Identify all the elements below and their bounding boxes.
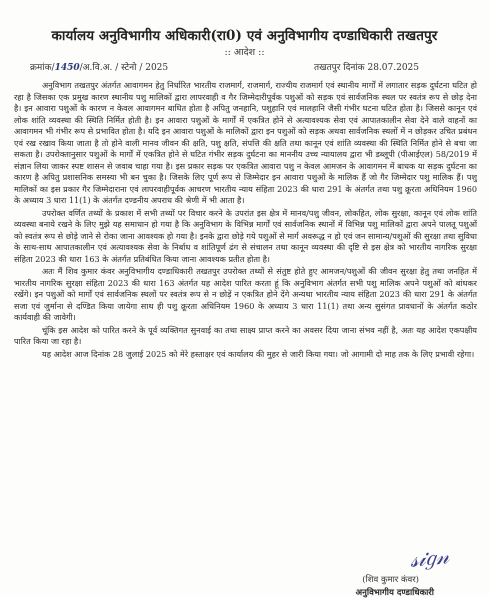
date-label: तखतपुर दिनांक: [313, 63, 365, 73]
reference-number: [30, 60, 168, 73]
paragraph-2: उपरोक्त वर्णित तथ्यों के प्रकाश में सभी तथ्यों पर विचार करने के उपरांत इस क्षेत्र में मानव/पशु जीवन, लोकहित, लोक सुरक्षा, कानून एवं लोक शांति व्यवस्था बनाये रखने के लिए मुझे यह समाधान हो गया है कि अनुविभाग के विभिन्न मार्गों एवं सार्वजनिक स्थानों में विभिन्न पशु मालिकों द्वारा अपने पालतू पशुओं को स्वतंत्र रूप से छोड़े जाने से रोका जाना आवश्यक हो गया है। इनके द्वारा छोड़े गये पशुओं से मार्ग अवरूद्ध न हो एवं जन सामान्य/पशुओं की सुरक्षा तथा सुविधा के साथ-साथ आपातकालीन एवं अत्यावश्यक सेवा के निर्बाध व शांतिपूर्ण ढंग से संचालन तथा कानून व्यवस्था की दृष्टि से इस क्षेत्र को भारतीय नागरिक सुरक्षा संहिता 2023 की धारा 163 के अंतर्गत प्रतिबंधित किया जाना आवश्यक प्रतीत होता है।: [14, 207, 477, 264]
reference-prefix: क्रमांक/: [30, 63, 55, 73]
reference-suffix: /अ.वि.अ. / स्टेनो / 2025: [79, 63, 169, 73]
order-body: [14, 80, 477, 361]
paragraph-3: अतः मैं शिव कुमार कंवर अनुविभागीय दण्डाधिकारी तखतपुर उपरोक्त तथ्यों से संतुष्ट होते हुए आमजन/पशुओं की जीवन सुरक्षा हेतु तथा जनहित में भारतीय नागरिक सुरक्षा संहिता 2023 की धारा 163 अंतर्गत यह आदेश पारित करता हूं कि अनुविभाग अंतर्गत सभी पशु मालिक अपने पशुओं को बांधकर रखेंगे। इन पशुओं को मार्गों एवं सार्वजनिक स्थलों पर स्वतंत्र रूप से न छोड़ें न एकत्रित होने देंगे अन्यथा भारतीय न्याय संहिता 2023 की धारा 291 के अंतर्गत सजा एवं जुर्माना से दण्डित किया जायेगा साथ ही पशु क्रूरता अधिनियम 1960 के अध्याय 3 धारा 11(1) तथा अन्य सुसंगत प्रावधानों के अंतर्गत कठोर कार्यवाही की जावेगी।: [14, 266, 477, 322]
order-heading: :: आदेश ::: [224, 47, 265, 58]
paragraph-4: चूंकि इस आदेश को पारित करने के पूर्व व्यक्तिगत सुनवाई का तथा साक्ष्य प्राप्त करने का अवसर दिया जाना संभव नहीं है, अतः यह आदेश एकपक्षीय पारित किया जा रहा है।: [14, 324, 477, 346]
handwritten-signature: 𝓈𝒾𝑔𝓃: [408, 544, 451, 573]
paragraph-5: यह आदेश आज दिनांक 28 जुलाई 2025 को मेरे हस्ताक्षर एवं कार्यालय की मुहर से जारी किया गया। जो आगामी दो माह तक के लिए प्रभावी रहेगा।: [42, 348, 475, 359]
signatory-designation: अनुविभागीय दण्डाधिकारी: [355, 588, 434, 598]
signatory-name: (शिव कुमार कंवर): [362, 575, 419, 585]
reference-date: [314, 60, 419, 73]
office-title: कार्यालय अनुविभागीय अधिकारी(रा0) एवं अनुविभागीय दण्डाधिकारी तखतपुर: [51, 28, 438, 44]
date-value: 28.07.2025: [367, 63, 419, 73]
reference-handwritten-number: 1450: [54, 63, 80, 73]
paragraph-1: अनुविभाग तखतपुर अंतर्गत आवागमन हेतु निर्धारित भारतीय राजमार्ग, राजमार्ग, राज्यीय राजमार्ग एवं स्थानीय मार्गों में लगातार सड़क दुर्घटना घटित हो रहा है जिसका एक प्रमुख कारण स्थानीय पशु मालिकों द्वारा लापरवाही व गैर जिम्मेदारीपूर्वक पशुओं को सड़क एवं सार्वजनिक स्थल पर स्वतंत्र रूप से छोड़ देना है। इन आवारा पशुओं के कारण न केवल आवागमन बाधित होता है अपितु जनहानि, पशुहानि एवं मालहानि जैसी गंभीर घटना घटित होता है। जिससे कानून एवं लोक शांति व्यवस्था की स्थिति निर्मित होती है। इन आवारा पशुओं के मार्गों में एकत्रित होने से अत्यावश्यक सेवा एवं आपातकालीन सेवा देने वाले वाहनों का आवागमन भी गंभीर रूप से प्रभावित होता है। यदि इन आवारा पशुओं के मालिकों द्वारा इन पशुओं को सड़क अथवा सार्वजनिक स्थलों में न छोड़कर उचित प्रबंधन एवं रख रखाव किया जाता है तो होने वाली मानव जीवन की क्षति, पशु क्षति, संपत्ति की क्षति तथा कानून एवं शांति व्यवस्था की स्थिति निर्मित होने से बचा जा सकता है। उपरोक्तानुसार पशुओं के मार्गों में एकत्रित होने से घटित गंभीर सड़क दुर्घटना का माननीय उच्च न्यायालय द्वारा भी डब्लूपी (पीआईएल) 58/2019 में संज्ञान लिया जाकर स्पष्ट शासन से जवाब चाहा गया है। इस प्रकार सड़क पर एकत्रित आवारा पशु न केवल आमजन के आवागमन में बाधक या सड़क दुर्घटना का कारण है अपितु प्रशासनिक समस्या भी बन चुका है। जिसके लिए पूर्ण रूप से जिम्मेदार इन आवारा पशुओं के मालिक हैं जो गैर जिम्मेदार पशु मालिक हैं। पशु मालिकों का इस प्रकार गैर जिम्मेदाराना एवं लापरवाहीपूर्वक आचरण भारतीय न्याय संहिता 2023 की धारा 291 के अंतर्गत तथा पशु क्रूरता अधिनियम 1960 के अध्याय 3 धारा 11(1) के अंतर्गत दण्डनीय अपराध की श्रेणी में भी आता है।: [14, 80, 477, 205]
